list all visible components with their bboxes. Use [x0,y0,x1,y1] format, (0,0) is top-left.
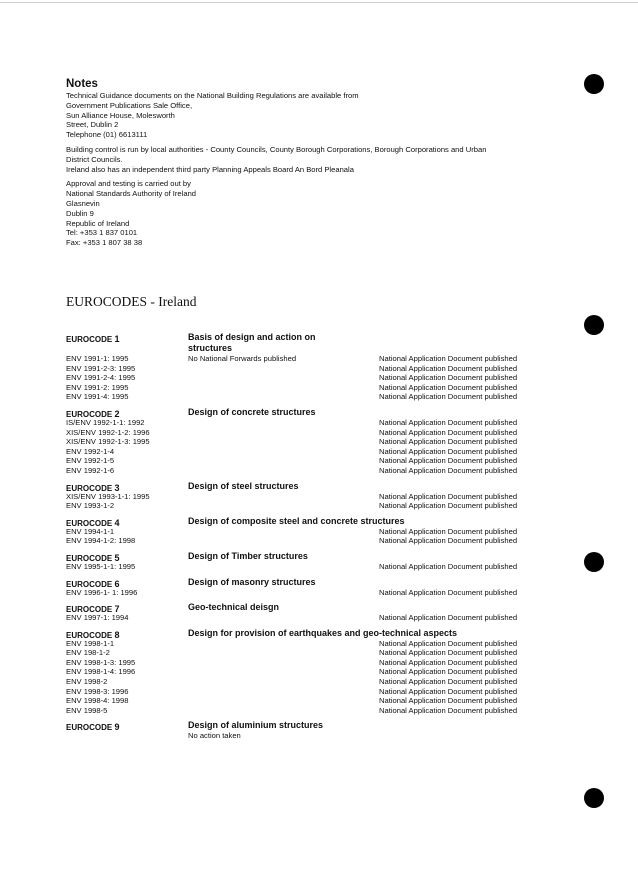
eurocode-group [66,628,536,721]
table-row [66,373,536,383]
table-row [66,677,536,687]
table-row [66,667,536,677]
notes-line: Republic of Ireland [66,218,130,228]
standard-code: ENV 1992-1-6 [66,465,115,475]
table-row [66,706,536,716]
table-row [66,354,536,364]
table-row [66,428,536,438]
eurocode-number: 1 [114,334,120,344]
eurocode-prefix: EUROCODE [66,553,113,563]
table-row [66,562,536,572]
eurocode-subject: Design of composite steel and concrete structures [188,515,405,526]
eurocode-subject: Basis of design and action on [188,332,316,342]
eurocode-prefix: EUROCODE [66,605,113,615]
standard-code: ENV 1995-1-1: 1995 [66,561,136,571]
punch-hole-icon [584,74,604,94]
table-row [66,613,536,623]
eurocode-prefix: EUROCODE [66,579,113,589]
standard-code: ENV 1991-2-4: 1995 [66,373,136,383]
eurocodes-table [66,332,536,746]
eurocode-subject: Design of Timber structures [188,550,308,561]
eurocode-prefix: EUROCODE [66,723,113,733]
standard-code: ENV 1991-2-3: 1995 [66,363,136,373]
nad-status: National Application Document published [379,667,518,677]
notes-line: District Councils. [66,154,123,164]
standard-code: XIS/ENV 1992-1-2: 1996 [66,427,150,437]
notes-paragraph-approval [66,179,546,248]
nad-status: National Application Document published [379,354,518,363]
nad-status: National Application Document published [379,501,518,511]
nad-status: National Application Document published [379,613,518,623]
table-row [66,501,536,511]
eurocode-group [66,516,536,551]
eurocode-header [66,332,536,343]
eurocode-group [66,720,536,746]
standard-code: ENV 1996-1- 1: 1996 [66,587,138,597]
nad-status: National Application Document published [379,363,518,373]
table-row [66,648,536,658]
nad-status: National Application Document published [379,648,518,658]
eurocode-number: 6 [114,578,120,589]
standard-code: ENV 1991-4: 1995 [66,392,129,402]
standard-code: ENV 1998-4: 1998 [66,696,129,706]
nad-status: National Application Document published [379,677,518,687]
eurocode-header [66,481,536,492]
eurocode-number: 3 [114,482,120,493]
table-row [66,418,536,428]
eurocode-group [66,481,536,516]
nad-status: National Application Document published [379,526,518,536]
notes-line: Government Publications Sale Office, [66,100,193,110]
notes-line: Street, Dublin 2 [66,120,119,130]
standard-code: ENV 1993-1-2 [66,501,115,511]
eurocode-subject: Design of masonry structures [188,576,316,587]
table-row [66,392,536,402]
table-row [66,492,536,502]
eurocode-header [66,628,536,639]
eurocodes-title: EUROCODES - Ireland [66,294,197,309]
notes-section [66,78,546,248]
standard-code: XIS/ENV 1992-1-3: 1995 [66,437,150,447]
nad-status: National Application Document published [379,686,518,696]
nad-status: National Application Document published [379,382,518,392]
eurocode-header [66,602,536,613]
notes-line: Glasnevin [66,198,100,208]
table-row [66,364,536,374]
eurocode-subject: Geo-technical deisgn [188,602,280,613]
notes-line: National Standards Authority of Ireland [66,189,197,199]
eurocode-number: 8 [114,629,120,640]
punch-hole-icon [584,788,604,808]
eurocode-prefix: EUROCODE [66,409,113,419]
eurocode-header [66,577,536,588]
eurocode-group [66,332,536,407]
standard-code: ENV 1991-1: 1995 [66,354,129,363]
notes-line: Technical Guidance documents on the National Building Regulations are available from [66,91,359,100]
notes-line: Tel: +353 1 837 0101 [66,228,138,238]
table-row [66,696,536,706]
standard-code: ENV 1998-1-3: 1995 [66,657,136,667]
table-row [66,527,536,537]
eurocode-subject: Design of concrete structures [188,406,316,417]
standard-code: ENV 1994-1-1 [66,526,115,536]
eurocode-subject-cont: structures [188,343,233,353]
standard-code: ENV 1998-3: 1996 [66,686,129,696]
table-row [66,536,536,546]
standard-code: XIS/ENV 1993-1-1: 1995 [66,491,150,501]
eurocode-subject: Design for provision of earthquakes and geo-technical aspects [188,627,458,638]
nad-status: National Application Document published [379,561,518,571]
eurocode-subject: Design of aluminium structures [188,720,324,731]
eurocode-number: 7 [114,604,120,615]
standard-code: ENV 1991-2: 1995 [66,382,129,392]
nad-status: National Application Document published [379,427,518,437]
standard-code: ENV 1997-1: 1994 [66,613,129,623]
standard-code: IS/ENV 1992-1-1: 1992 [66,417,145,427]
table-row [66,731,536,741]
nad-status: National Application Document published [379,705,518,715]
eurocode-header-cont [66,343,536,354]
punch-hole-icon [584,552,604,572]
notes-line: Ireland also has an independent third party Planning Appeals Board An Bord Pleanala [66,164,354,174]
nad-status: National Application Document published [379,696,518,706]
page-top-rule [0,2,638,3]
punch-hole-icon [584,315,604,335]
standard-code: ENV 1992-1-4 [66,446,115,456]
table-row [66,588,536,598]
notes-line: Approval and testing is carried out by [66,179,191,189]
table-row [66,456,536,466]
nad-status: National Application Document published [379,465,518,475]
eurocode-prefix: EUROCODE [66,335,113,344]
standard-code: ENV 1994-1-2: 1998 [66,536,136,546]
table-row [66,383,536,393]
eurocode-number: 2 [114,408,120,419]
eurocode-group [66,602,536,628]
notes-line: Telephone (01) 6613111 [66,130,148,140]
nad-status: National Application Document published [379,437,518,447]
eurocode-number: 9 [114,722,120,733]
eurocode-group [66,577,536,603]
nad-status: National Application Document published [379,657,518,667]
notes-paragraph-publications [66,91,546,140]
eurocode-group [66,551,536,577]
nad-status: National Application Document published [379,587,518,597]
notes-paragraph-building-control [66,145,546,174]
standard-code: ENV 1998-2 [66,677,108,687]
notes-line: Sun Alliance House, Molesworth [66,110,175,120]
standard-code: ENV 1998-1-1 [66,638,115,648]
eurocode-prefix: EUROCODE [66,483,113,493]
standard-code: ENV 1998-1-4: 1996 [66,667,136,677]
nad-status: National Application Document published [379,491,518,501]
eurocode-subject: Design of steel structures [188,480,299,491]
table-row [66,658,536,668]
notes-line: Building control is run by local authorities - County Councils, County Borough Corporations, Borough Corporations and Urban [66,144,487,154]
eurocode-header [66,407,536,418]
nad-status: National Application Document published [379,373,518,383]
eurocode-header [66,720,536,731]
notes-title: Notes [66,78,98,90]
eurocode-prefix: EUROCODE [66,518,113,528]
eurocode-number: 5 [114,552,120,563]
eurocode-group [66,407,536,481]
notes-line: Fax: +353 1 807 38 38 [66,238,143,248]
standard-code: ENV 1992-1-5 [66,456,115,466]
nad-status: National Application Document published [379,392,518,402]
eurocode-header [66,516,536,527]
table-row [66,437,536,447]
table-row [66,687,536,697]
national-forward-status: No action taken [188,731,241,741]
nad-status: National Application Document published [379,638,518,648]
table-row [66,466,536,476]
notes-line: Dublin 9 [66,208,94,218]
eurocode-prefix: EUROCODE [66,630,113,640]
nad-status: National Application Document published [379,456,518,466]
nad-status: National Application Document published [379,446,518,456]
standard-code: ENV 1998-5 [66,705,108,715]
eurocode-number: 4 [114,517,120,528]
table-row [66,447,536,457]
national-forward-status: No National Forwards published [188,354,297,363]
eurocode-header [66,551,536,562]
nad-status: National Application Document published [379,536,518,546]
nad-status: National Application Document published [379,417,518,427]
table-row [66,639,536,649]
standard-code: ENV 198-1-2 [66,648,110,658]
